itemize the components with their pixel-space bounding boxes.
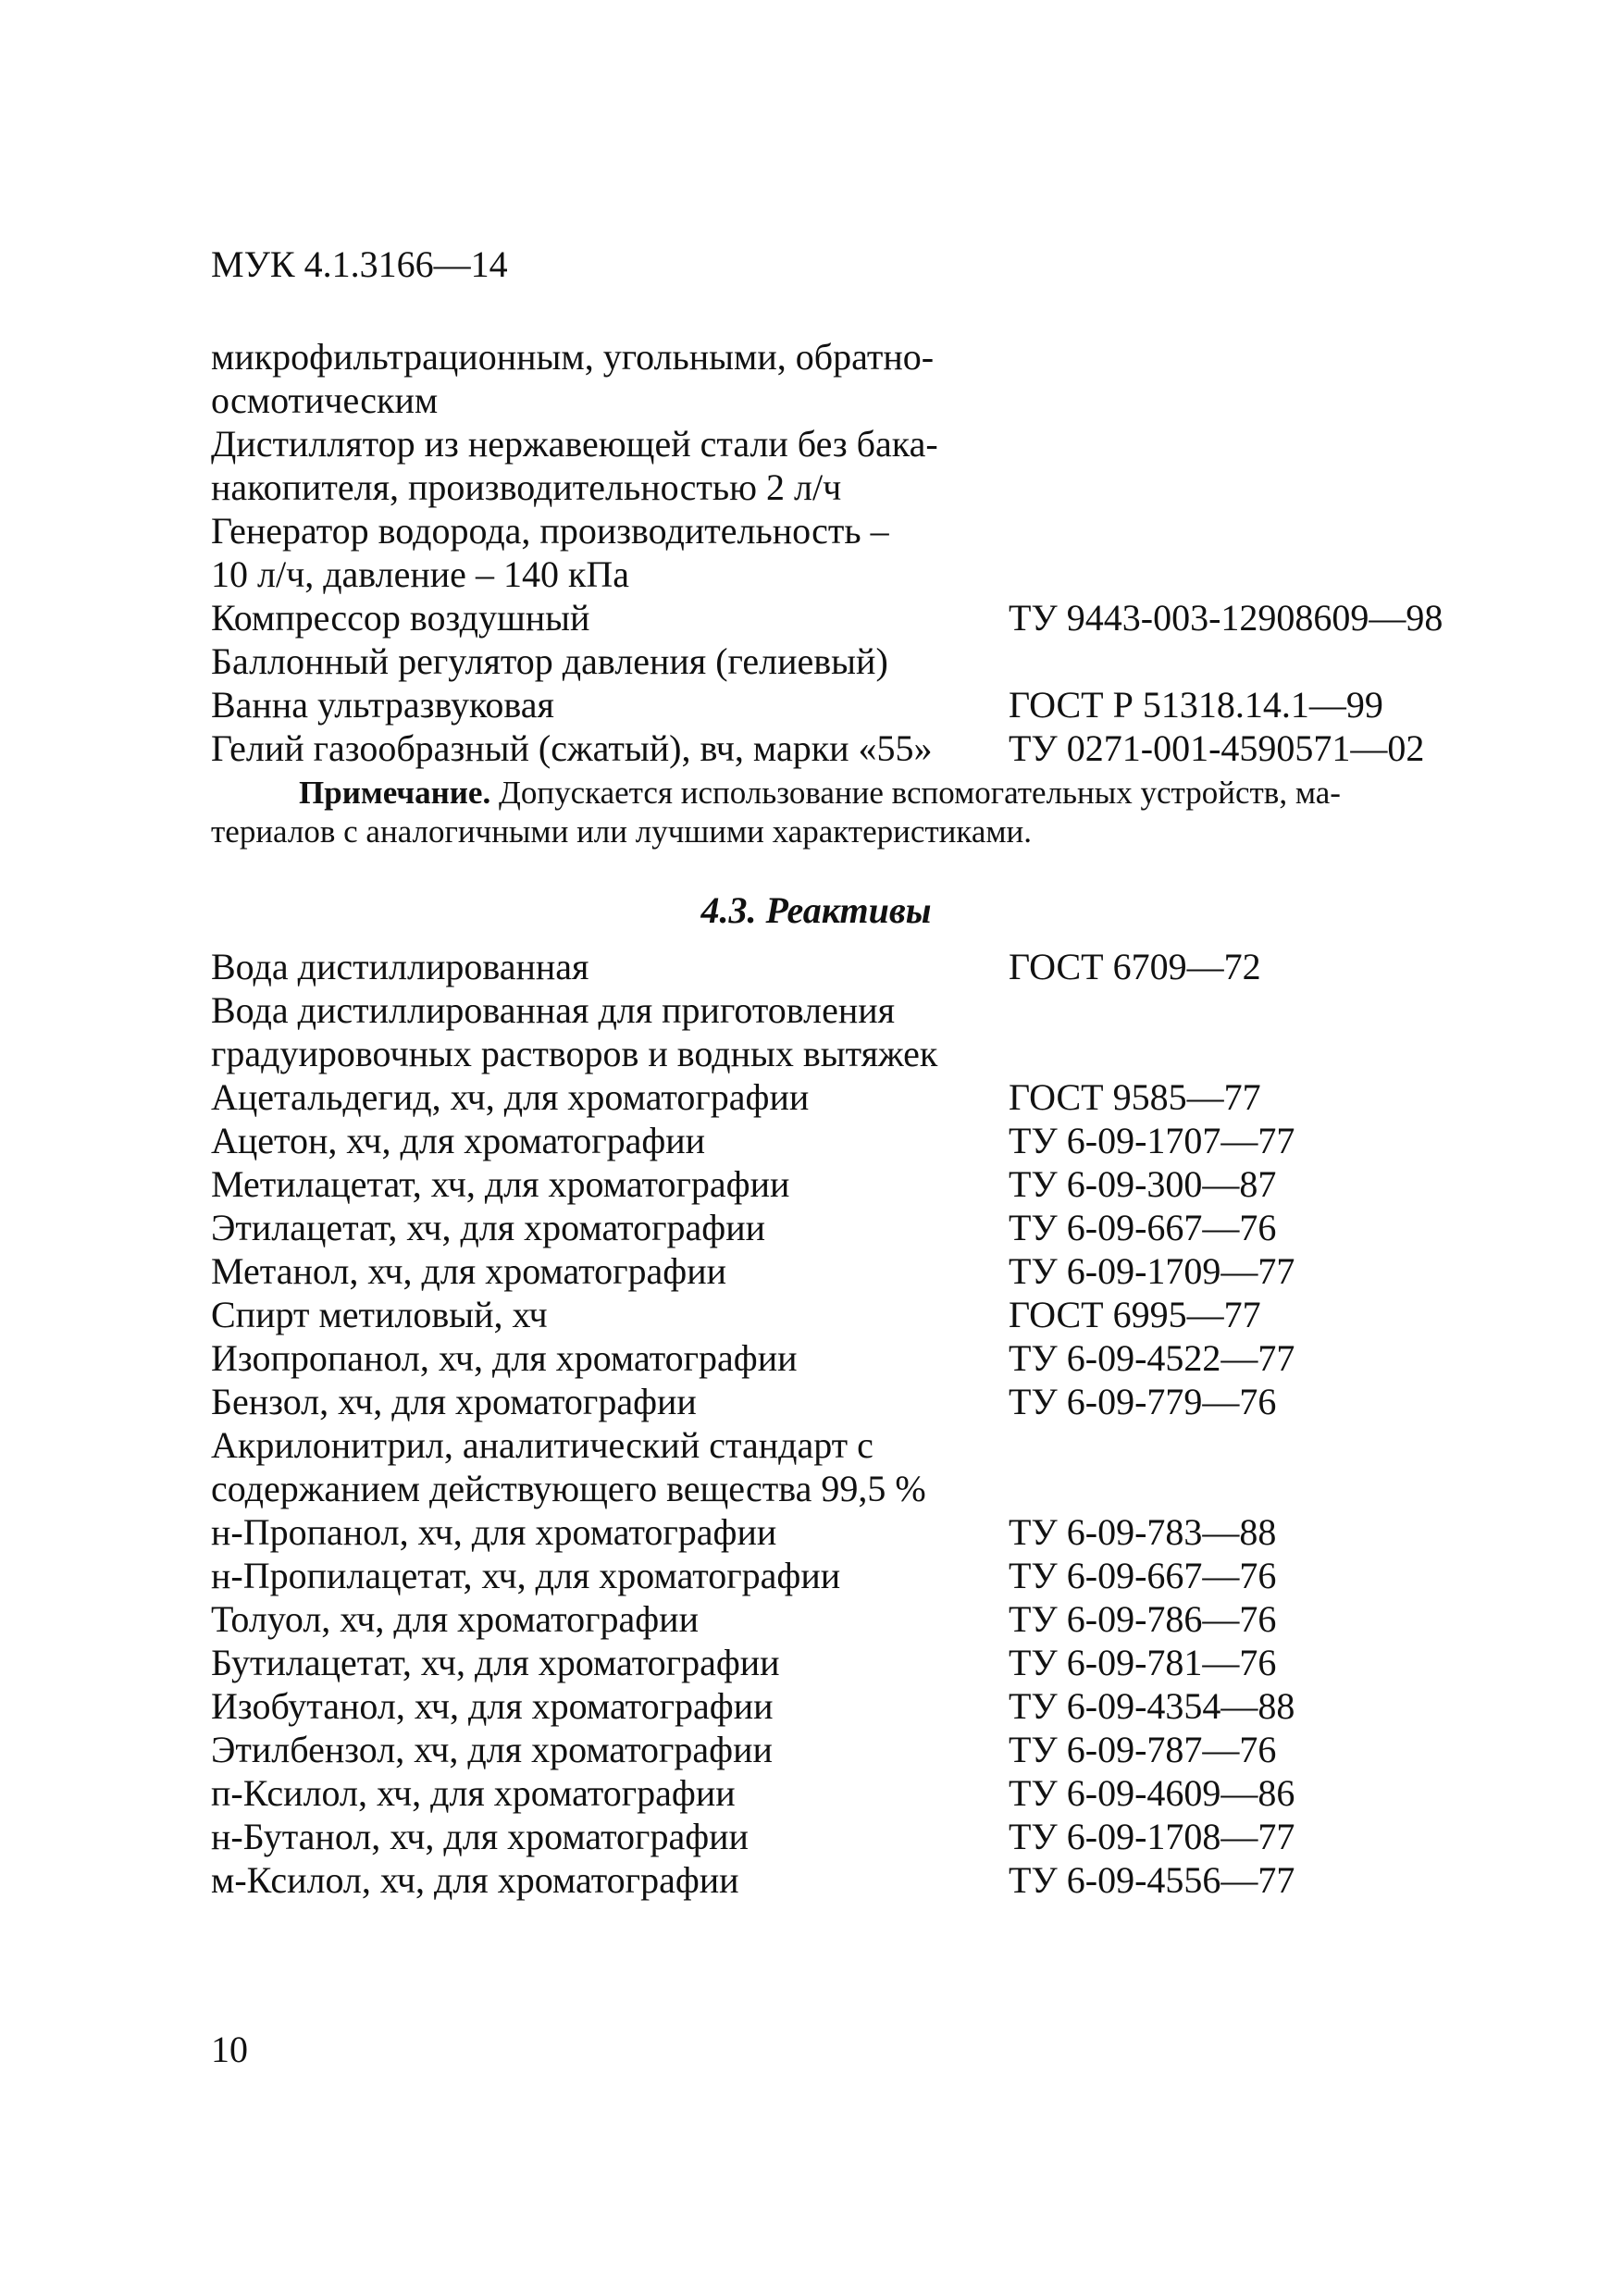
list-item [211, 1858, 1469, 1902]
item-name: н-Пропанол, хч, для хроматографии [211, 1511, 777, 1553]
item-name: накопителя, производительностью 2 л/ч [211, 466, 842, 508]
item-standard: ТУ 0271-001-4590571—02 [1009, 727, 1425, 769]
item-name: Ацетальдегид, хч, для хроматографии [211, 1076, 810, 1118]
item-name: Дистиллятор из нержавеющей стали без бака- [211, 423, 938, 465]
list-item [211, 1206, 1469, 1249]
item-name: микрофильтрационным, угольными, обратно- [211, 336, 935, 378]
item-name: градуировочных растворов и водных вытяжек [211, 1033, 938, 1074]
item-standard: ТУ 6-09-1709—77 [1009, 1250, 1295, 1292]
page-number: 10 [211, 2029, 248, 2070]
list-item [211, 945, 1469, 988]
item-standard: ГОСТ 6709—72 [1009, 946, 1261, 987]
list-item [211, 1423, 1469, 1467]
item-name: Изопропанол, хч, для хроматографии [211, 1337, 798, 1379]
item-standard: ТУ 6-09-4522—77 [1009, 1337, 1295, 1379]
item-standard: ТУ 6-09-783—88 [1009, 1511, 1277, 1553]
item-name: Вода дистиллированная [211, 946, 589, 987]
item-name: Изобутанол, хч, для хроматографии [211, 1685, 774, 1727]
item-name: Метанол, хч, для хроматографии [211, 1250, 727, 1292]
item-standard: ТУ 6-09-1708—77 [1009, 1816, 1295, 1857]
list-item [211, 596, 1469, 639]
item-name: н-Бутанол, хч, для хроматографии [211, 1816, 749, 1857]
list-item [211, 726, 1469, 770]
item-name: Ванна ультразвуковая [211, 684, 554, 726]
document-code-header: МУК 4.1.3166—14 [211, 243, 508, 285]
list-item [211, 422, 1469, 465]
item-name: Генератор водорода, производительность – [211, 510, 889, 552]
list-item [211, 1249, 1469, 1293]
list-item [211, 1075, 1469, 1119]
item-standard: ТУ 9443-003-12908609—98 [1009, 597, 1443, 639]
list-item [211, 1510, 1469, 1554]
item-name: Метилацетат, хч, для хроматографии [211, 1163, 790, 1205]
list-item [211, 379, 1469, 422]
item-standard: ГОСТ Р 51318.14.1—99 [1009, 684, 1383, 726]
list-item [211, 1467, 1469, 1510]
item-standard: ГОСТ 9585—77 [1009, 1076, 1261, 1118]
list-item [211, 1293, 1469, 1336]
list-item [211, 1771, 1469, 1815]
reagents-list [211, 945, 1469, 1902]
item-name: Этилацетат, хч, для хроматографии [211, 1207, 766, 1248]
list-item [211, 465, 1469, 509]
note-line: териалов с аналогичными или лучшими характеристиками. [211, 813, 1033, 850]
item-name: Бензол, хч, для хроматографии [211, 1381, 697, 1422]
list-item [211, 335, 1469, 379]
item-name: Баллонный регулятор давления (гелиевый) [211, 640, 888, 682]
list-item [211, 1162, 1469, 1206]
list-item [211, 552, 1469, 596]
item-standard: ТУ 6-09-4609—86 [1009, 1772, 1295, 1814]
list-item [211, 1119, 1469, 1162]
note-text: Допускается использование вспомогательных устройств, ма- [490, 775, 1341, 811]
list-item [211, 988, 1469, 1032]
item-name: н-Пропилацетат, хч, для хроматографии [211, 1555, 841, 1596]
list-item [211, 509, 1469, 552]
item-name: п-Ксилол, хч, для хроматографии [211, 1772, 736, 1814]
item-standard: ТУ 6-09-1707—77 [1009, 1120, 1295, 1161]
item-standard: ГОСТ 6995—77 [1009, 1294, 1261, 1335]
item-standard: ТУ 6-09-4556—77 [1009, 1859, 1295, 1901]
item-standard: ТУ 6-09-779—76 [1009, 1381, 1277, 1422]
item-standard: ТУ 6-09-667—76 [1009, 1207, 1277, 1248]
note-paragraph [211, 774, 1442, 851]
item-name: Компрессор воздушный [211, 597, 590, 639]
item-name: Толуол, хч, для хроматографии [211, 1598, 699, 1640]
list-item [211, 1554, 1469, 1597]
item-name: Ацетон, хч, для хроматографии [211, 1120, 706, 1161]
list-item [211, 1380, 1469, 1423]
item-name: Гелий газообразный (сжатый), вч, марки «55» [211, 727, 933, 769]
item-name: содержанием действующего вещества 99,5 % [211, 1468, 926, 1509]
item-name: 10 л/ч, давление – 140 кПа [211, 553, 630, 595]
item-standard: ТУ 6-09-787—76 [1009, 1729, 1277, 1770]
item-name: Акрилонитрил, аналитический стандарт с [211, 1424, 873, 1466]
list-item [211, 1641, 1469, 1684]
item-name: Бутилацетат, хч, для хроматографии [211, 1642, 780, 1683]
section-title: 4.3. Реактивы [700, 889, 932, 931]
note-line [211, 774, 1442, 813]
list-item [211, 1032, 1469, 1075]
note-label: Примечание. [299, 775, 491, 811]
item-name: м-Ксилол, хч, для хроматографии [211, 1859, 739, 1901]
item-standard: ТУ 6-09-667—76 [1009, 1555, 1277, 1596]
list-item [211, 1728, 1469, 1771]
item-name: Спирт метиловый, хч [211, 1294, 548, 1335]
item-standard: ТУ 6-09-300—87 [1009, 1163, 1277, 1205]
item-name: Этилбензол, хч, для хроматографии [211, 1729, 773, 1770]
item-name: осмотическим [211, 379, 439, 421]
list-item [211, 683, 1469, 726]
item-standard: ТУ 6-09-786—76 [1009, 1598, 1277, 1640]
item-standard: ТУ 6-09-781—76 [1009, 1642, 1277, 1683]
item-name: Вода дистиллированная для приготовления [211, 989, 896, 1031]
item-standard: ТУ 6-09-4354—88 [1009, 1685, 1295, 1727]
equipment-list [211, 335, 1469, 770]
list-item [211, 1684, 1469, 1728]
list-item [211, 1815, 1469, 1858]
list-item [211, 639, 1469, 683]
list-item [211, 1597, 1469, 1641]
list-item [211, 1336, 1469, 1380]
